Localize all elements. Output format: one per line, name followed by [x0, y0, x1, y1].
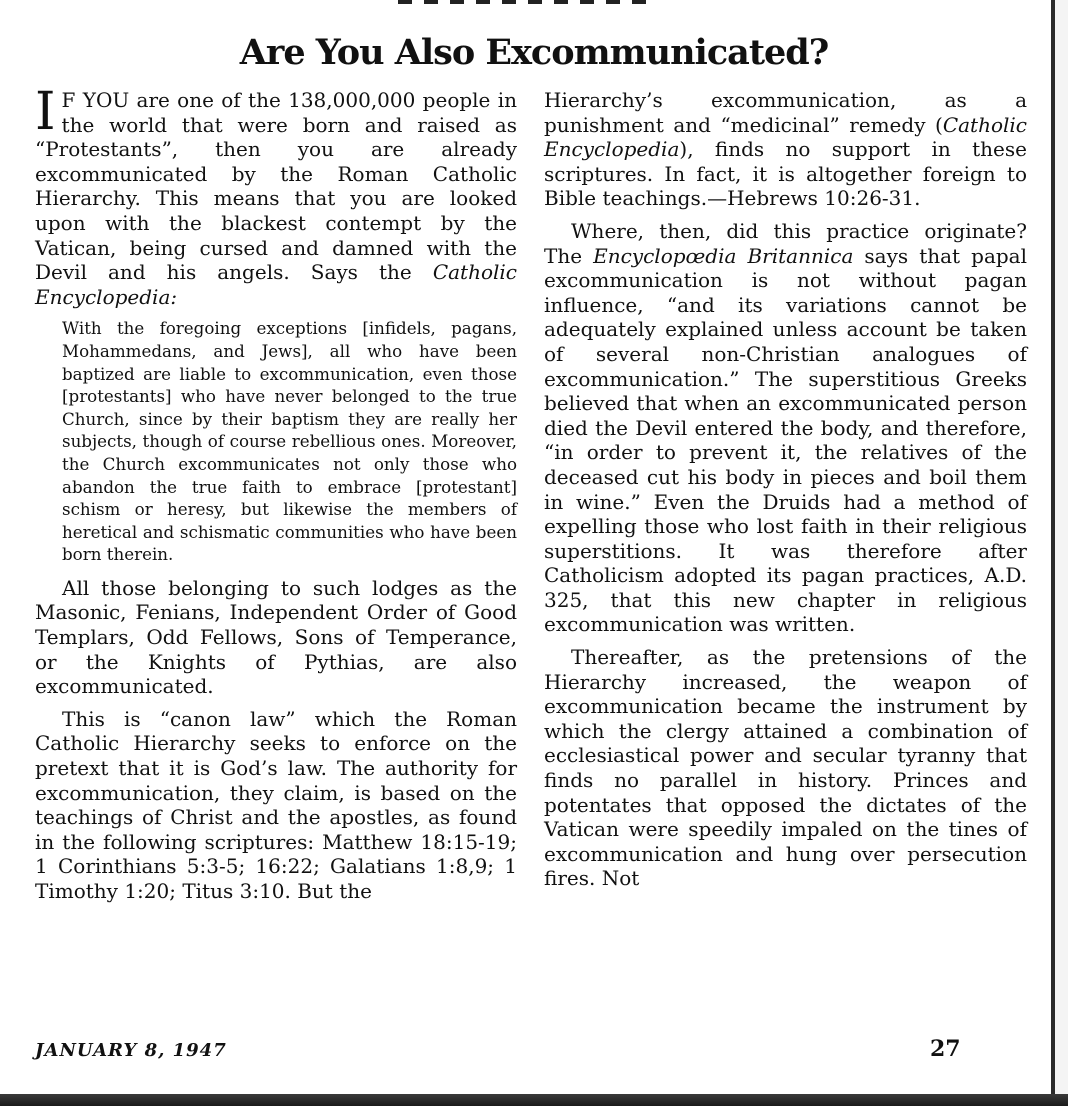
catholic-encyclopedia-ref: Catholic Encyclopedia: [544, 112, 1027, 162]
britannica-title: Encyclopœdia Britannica: [593, 243, 854, 268]
right-paragraph-2-text-b: says that papal excommunication is not without pagan influence, “and its variations cannot be adequately explained unless account be taken of several non-Christian analogues of excommunication.” The superstitious Greeks believed that when an excommunicated person died the Devil entered the body, and therefore, “in order to prevent it, the relatives of the deceased cut his body in pieces and boil them in wine.” Even the Druids had a method of expelling those who lost faith in their religious superstitions. It was therefore after Catholicism adopted its pagan practices, A.D. 325, that this new chapter in religious excommunication was written.: [544, 243, 1027, 637]
catholic-encyclopedia-title: Catholic Encyclopedia:: [35, 260, 517, 309]
right-paragraph-1-text-a: Hierarchy’s excommunication, as a punishment and “medicinal” remedy (: [544, 88, 1027, 137]
drop-cap: I: [35, 82, 56, 142]
scan-gutter: [1055, 0, 1068, 1106]
right-paragraph-2: [544, 219, 1027, 637]
left-column: [35, 82, 517, 904]
page-number: 27: [930, 1036, 961, 1062]
right-paragraph-1: [544, 88, 1027, 211]
left-paragraph-1: [35, 82, 517, 309]
left-paragraph-2: All those belonging to such lodges as the Masonic, Fenians, Independent Order of Good Templars, Odd Fellows, Sons of Temperance, or the Knights of Pythias, are also excommunicated.: [35, 575, 517, 699]
right-column: [544, 88, 1027, 891]
left-paragraph-1-text: F YOU are one of the 138,000,000 people in the world that were born and raised as “Protestants”, then you are already excommunicated by the Roman Catholic Hierarchy. This means that you are looked upon with the blackest contempt by the Vatican, being cursed and damned with the Devil and his angels. Says the: [35, 88, 517, 285]
right-paragraph-2-text-a: Where, then, did this practice originate? The: [544, 218, 1027, 268]
scan-bottom-edge: [0, 1094, 1068, 1106]
right-paragraph-1-text-b: ), finds no support in these scriptures. In fact, it is altogether foreign to Bible teachings.—Hebrews 10:26-31.: [544, 137, 1027, 211]
cropped-header-fragment: [398, 0, 648, 4]
left-paragraph-3: This is “canon law” which the Roman Catholic Hierarchy seeks to enforce on the pretext that it is God’s law. The authority for excommunication, they claim, is based on the teachings of Christ and the apostles, as found in the following scriptures: Matthew 18:15-19; 1 Corinthians 5:3-5; 16:22; Galatians 1:8,9; 1 Timothy 1:20; Titus 3:10. But the: [35, 706, 517, 903]
issue-date: JANUARY 8, 1947: [35, 1040, 227, 1061]
encyclopedia-quotation: [35, 317, 517, 566]
article-headline: Are You Also Excommunicated?: [239, 32, 829, 73]
right-paragraph-3: Thereafter, as the pretensions of the Hierarchy increased, the weapon of excommunication became the instrument by which the clergy attained a combination of ecclesiastical power and secular tyranny that finds no parallel in history. Princes and potentates that opposed the dictates of the Vatican were speedily impaled on the tines of excommunication and hung over persecution fires. Not: [544, 645, 1027, 891]
quotation-text: With the foregoing exceptions [infidels, pagans, Mohammedans, and Jews], all who have been baptized are liable to excommunication, even those [protestants] who have never belonged to the true Church, since by their baptism they are really her subjects, though of course rebellious ones. Moreover, the Church excommunicates not only those who abandon the true faith to embrace [protestant] schism or heresy, but likewise the members of heretical and schismatic communities who have been born therein.: [62, 318, 517, 565]
